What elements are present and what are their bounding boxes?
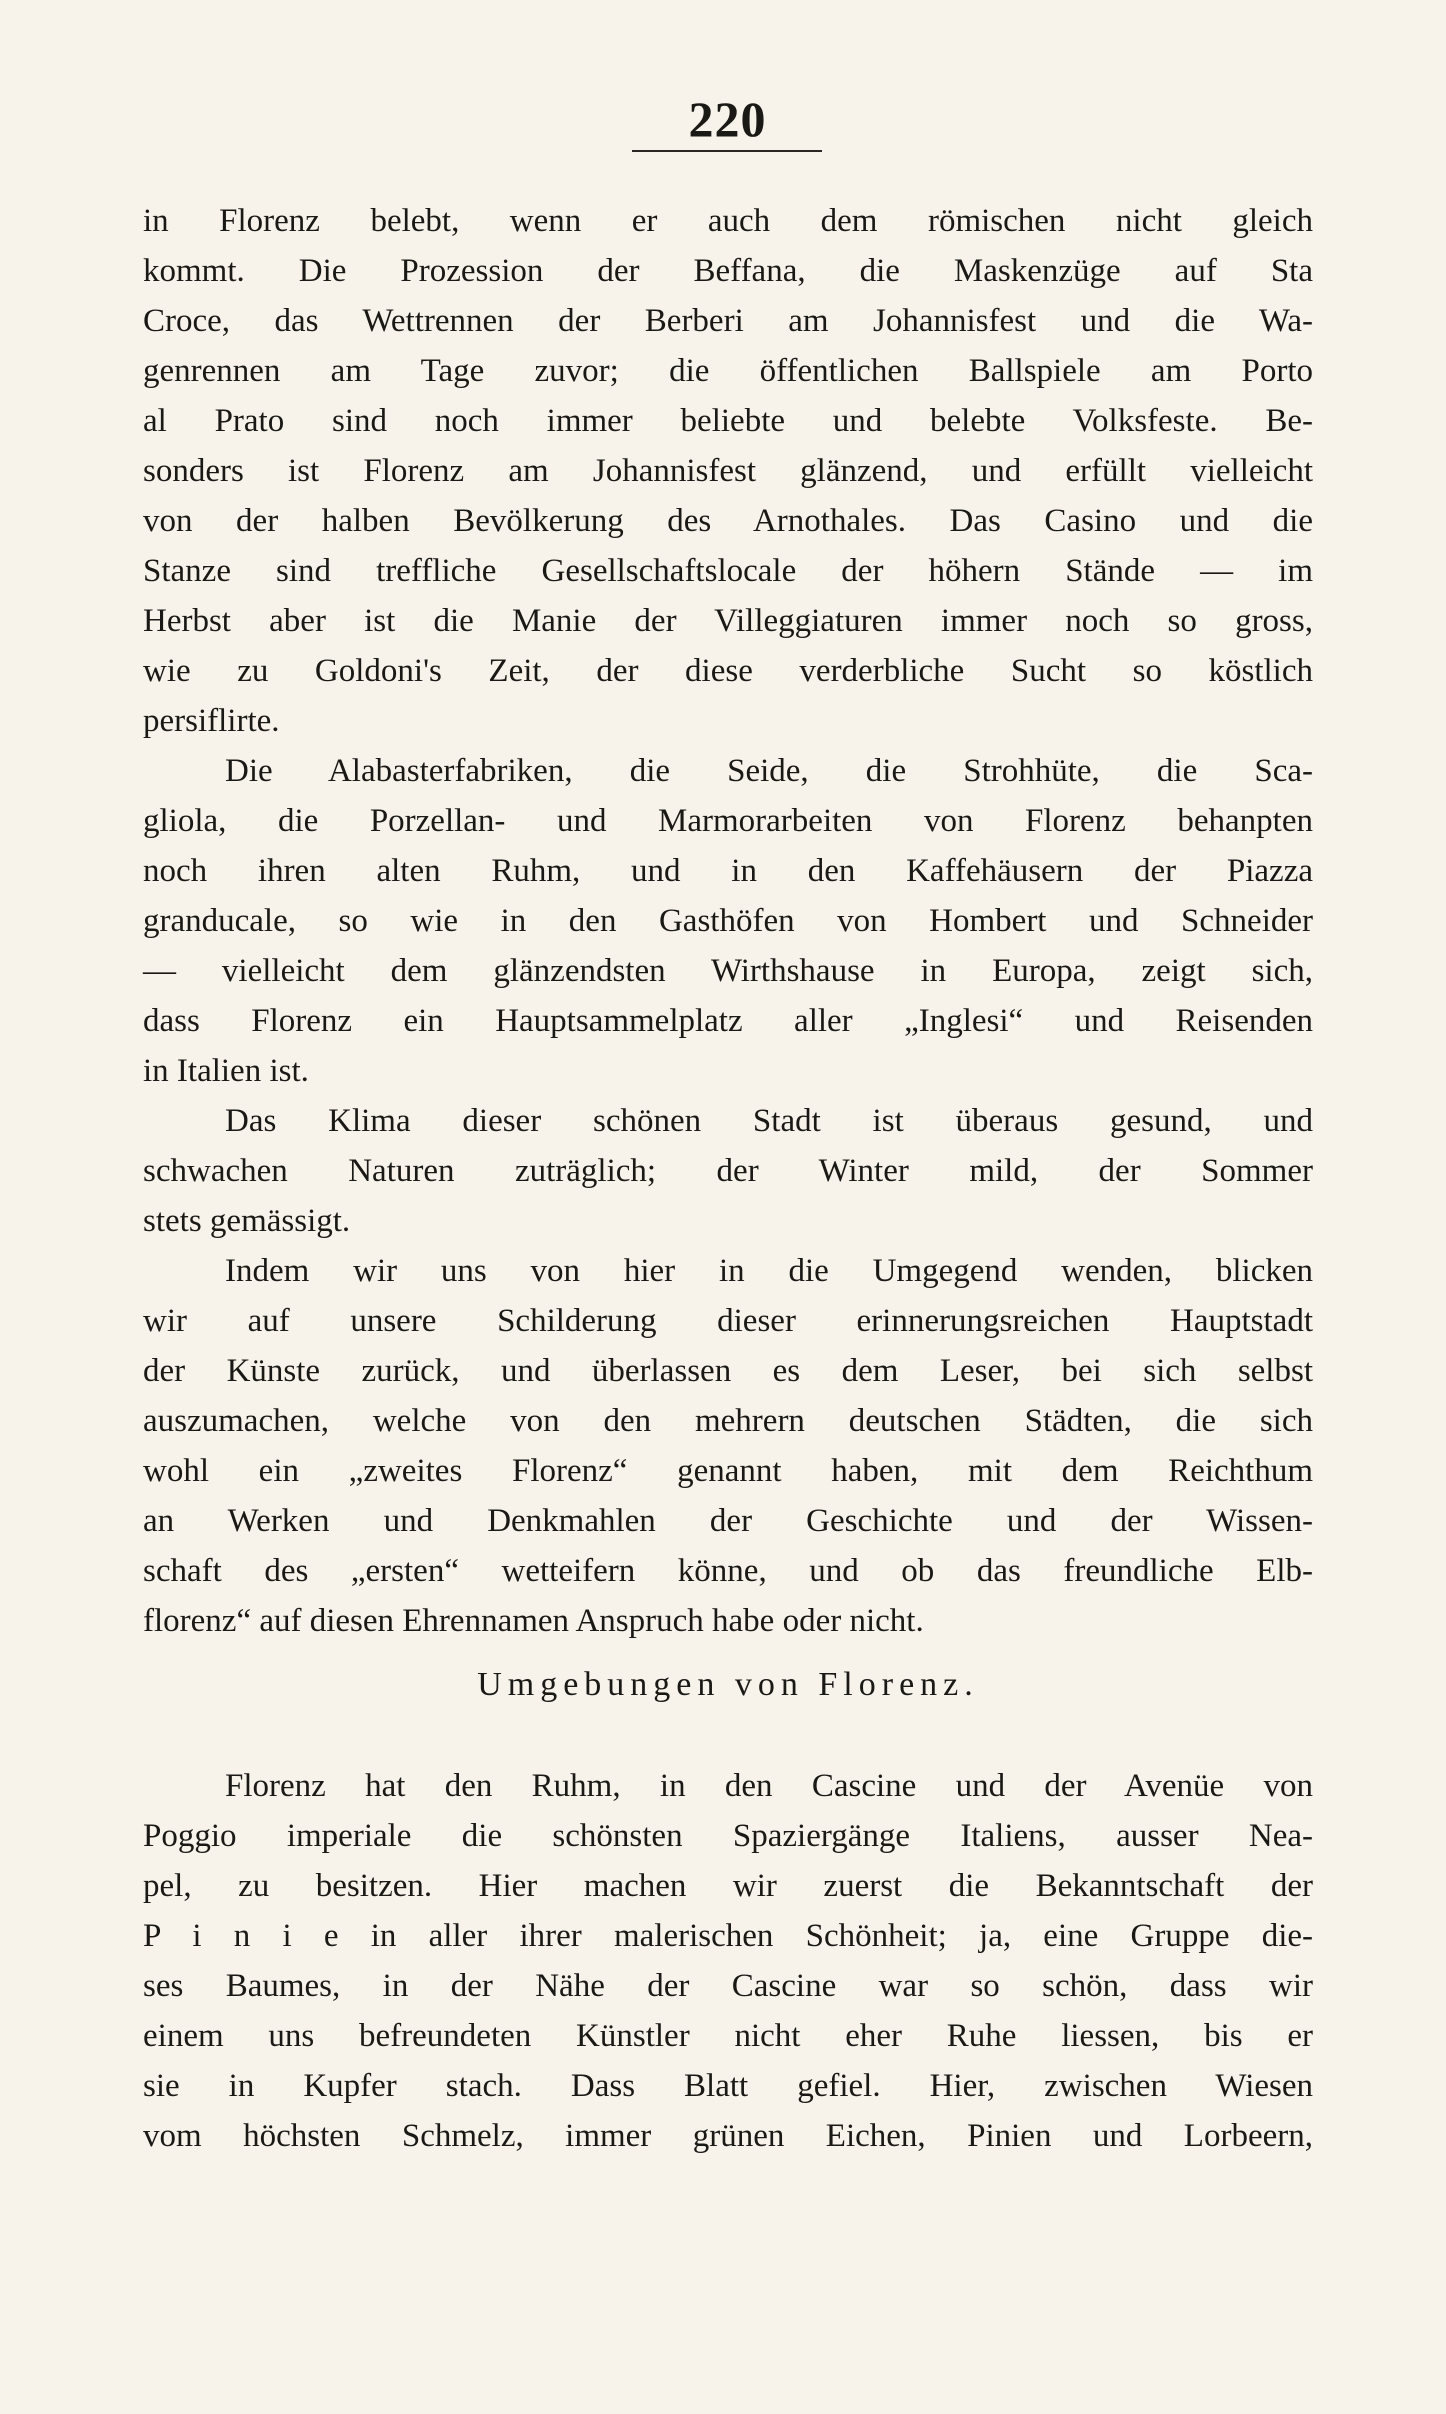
section-heading: Umgebungen von Florenz. [477,1666,979,1703]
text-line: wohl ein „zweites Florenz“ genannt haben, mit dem Reichthum [143,1453,1313,1489]
text-line: florenz“ auf diesen Ehrennamen Anspruch habe oder nicht. [143,1603,924,1639]
body-text-top [143,196,1313,1646]
text-line: granducale, so wie in den Gasthöfen von Hombert und Schneider [143,903,1313,939]
text-line: der Künste zurück, und überlassen es dem Leser, bei sich selbst [143,1353,1313,1389]
text-line: in Italien ist. [143,1053,309,1089]
text-line: einem uns befreundeten Künstler nicht eher Ruhe liessen, bis er [143,2018,1313,2054]
text-line: von der halben Bevölkerung des Arnothales. Das Casino und die [143,503,1313,539]
text-line: wir auf unsere Schilderung dieser erinnerungsreichen Hauptstadt [143,1303,1313,1339]
text-line: in Florenz belebt, wenn er auch dem römischen nicht gleich [143,203,1313,239]
text-line: Das Klima dieser schönen Stadt ist überaus gesund, und [225,1103,1313,1139]
text-line: — vielleicht dem glänzendsten Wirthshause in Europa, zeigt sich, [143,953,1313,989]
text-line: Florenz hat den Ruhm, in den Cascine und der Avenüe von [225,1768,1313,1804]
text-line: persiflirte. [143,703,280,739]
text-line: schaft des „ersten“ wetteifern könne, und ob das freundliche Elb- [143,1553,1313,1589]
text-line: sie in Kupfer stach. Dass Blatt gefiel. Hier, zwischen Wiesen [143,2068,1313,2104]
text-line: ses Baumes, in der Nähe der Cascine war so schön, dass wir [143,1968,1313,2004]
text-line: dass Florenz ein Hauptsammelplatz aller „Inglesi“ und Reisenden [143,1003,1313,1039]
header-rule [632,150,822,152]
text-line: vom höchsten Schmelz, immer grünen Eichen, Pinien und Lorbeern, [143,2118,1313,2154]
text-line: Herbst aber ist die Manie der Villeggiaturen immer noch so gross, [143,603,1313,639]
text-line: al Prato sind noch immer beliebte und belebte Volksfeste. Be- [143,403,1313,439]
text-line: P i n i e in aller ihrer malerischen Schönheit; ja, eine Gruppe die- [143,1918,1313,1954]
text-line: genrennen am Tage zuvor; die öffentlichen Ballspiele am Porto [143,353,1313,389]
text-line: gliola, die Porzellan- und Marmorarbeiten von Florenz behanpten [143,803,1313,839]
body-text-bottom [143,1761,1313,2161]
text-line: Die Alabasterfabriken, die Seide, die Strohhüte, die Sca- [225,753,1313,789]
page-number: 220 [688,91,767,147]
text-line: schwachen Naturen zuträglich; der Winter mild, der Sommer [143,1153,1313,1189]
text-line: Poggio imperiale die schönsten Spaziergänge Italiens, ausser Nea- [143,1818,1313,1854]
text-line: Indem wir uns von hier in die Umgegend wenden, blicken [225,1253,1313,1289]
text-line: Croce, das Wettrennen der Berberi am Johannisfest und die Wa- [143,303,1313,339]
text-line: kommt. Die Prozession der Beffana, die Maskenzüge auf Sta [143,253,1313,289]
text-line: pel, zu besitzen. Hier machen wir zuerst die Bekanntschaft der [143,1868,1313,1904]
text-line: stets gemässigt. [143,1203,351,1239]
text-line: Stanze sind treffliche Gesellschaftslocale der höhern Stände — im [143,553,1313,589]
text-line: sonders ist Florenz am Johannisfest glänzend, und erfüllt vielleicht [143,453,1313,489]
text-line: noch ihren alten Ruhm, und in den Kaffehäusern der Piazza [143,853,1313,889]
text-line: wie zu Goldoni's Zeit, der diese verderbliche Sucht so köstlich [143,653,1313,689]
text-line: an Werken und Denkmahlen der Geschichte und der Wissen- [143,1503,1313,1539]
text-line: auszumachen, welche von den mehrern deutschen Städten, die sich [143,1403,1313,1439]
